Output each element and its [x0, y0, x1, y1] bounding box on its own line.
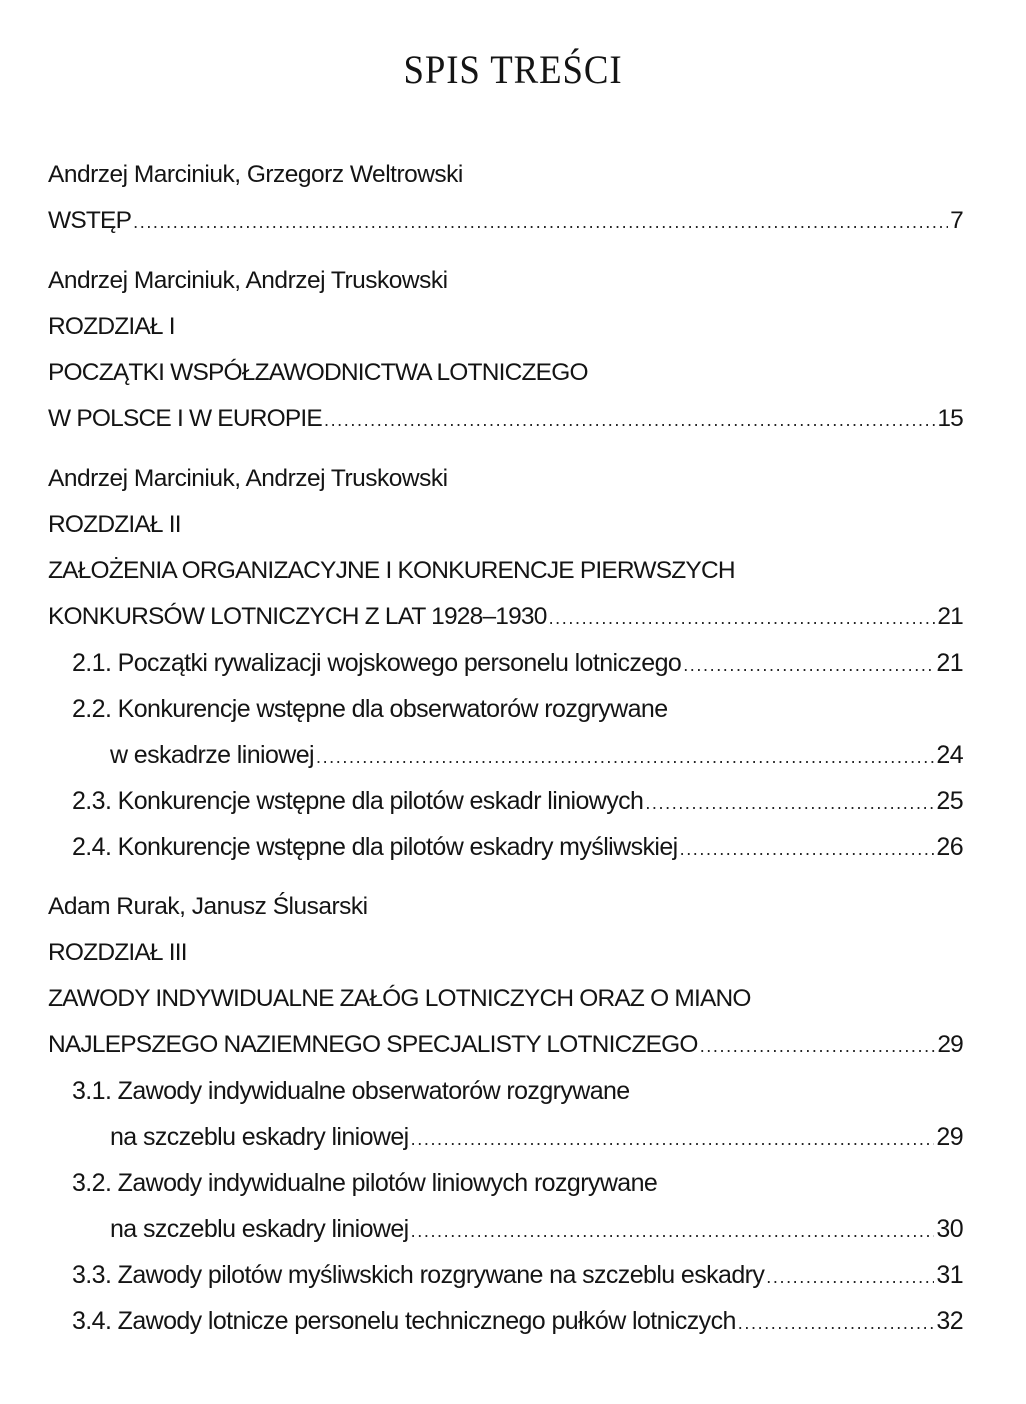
toc-subentry-title: 3.2. Zawody indywidualne pilotów liniowych rozgrywane: [72, 1169, 658, 1197]
toc-entry-chapter-1[interactable]: [48, 396, 963, 442]
toc-page-number: 31: [936, 1261, 963, 1289]
toc-subentry-title: 3.3. Zawody pilotów myśliwskich rozgrywane na szczeblu eskadry: [72, 1261, 765, 1289]
section-author: Andrzej Marciniuk, Grzegorz Weltrowski: [48, 161, 463, 188]
toc-page-number: 25: [936, 787, 963, 815]
dot-leader: [766, 1254, 934, 1300]
dot-leader: [700, 1023, 936, 1069]
toc-entry-wstep[interactable]: [48, 198, 963, 244]
dot-leader: [411, 1208, 935, 1254]
toc-subentry-title: 2.2. Konkurencje wstępne dla obserwatorów rozgrywane: [72, 695, 668, 723]
chapter-label: ROZDZIAŁ I: [48, 313, 175, 340]
toc-subentry-2-3[interactable]: [48, 778, 963, 824]
dot-leader: [324, 397, 935, 443]
toc-page-number: 29: [937, 1031, 963, 1058]
toc-subentry-title: 2.3. Konkurencje wstępne dla pilotów eskadr liniowych: [72, 787, 644, 815]
toc-subentry-title: 3.4. Zawody lotnicze personelu technicznego pułków lotniczych: [72, 1307, 736, 1335]
chapter-title-line: ZAWODY INDYWIDUALNE ZAŁÓG LOTNICZYCH ORAZ O MIANO: [48, 985, 751, 1012]
dot-leader: [133, 199, 948, 245]
dot-leader: [411, 1116, 935, 1162]
table-of-contents: [48, 152, 963, 1344]
dot-leader: [549, 595, 936, 641]
chapter-title-line: POCZĄTKI WSPÓŁZAWODNICTWA LOTNICZEGO: [48, 359, 588, 386]
toc-page-number: 15: [937, 405, 963, 432]
toc-page-number: 29: [936, 1123, 963, 1151]
toc-subentry-title: w eskadrze liniowej: [110, 741, 314, 769]
toc-entry-chapter-2[interactable]: [48, 594, 963, 640]
toc-page-number: 26: [936, 833, 963, 861]
toc-subentry-title: 2.1. Początki rywalizacji wojskowego personelu lotniczego: [72, 649, 682, 677]
toc-subentry-3-1[interactable]: [48, 1114, 963, 1160]
toc-page-number: 21: [936, 649, 963, 677]
chapter-label: ROZDZIAŁ III: [48, 939, 187, 966]
toc-subentry-title: 3.1. Zawody indywidualne obserwatorów rozgrywane: [72, 1077, 630, 1105]
toc-entry-chapter-3[interactable]: [48, 1022, 963, 1068]
toc-subentry-2-1[interactable]: [48, 640, 963, 686]
dot-leader: [683, 642, 934, 688]
toc-subentry-3-4[interactable]: [48, 1298, 963, 1344]
chapter-title-line: ZAŁOŻENIA ORGANIZACYJNE I KONKURENCJE PIERWSZYCH: [48, 557, 735, 584]
toc-subentry-title: na szczeblu eskadry liniowej: [110, 1215, 409, 1243]
toc-page-number: 30: [936, 1215, 963, 1243]
toc-page-number: 7: [950, 207, 963, 234]
toc-subentry-title: 2.4. Konkurencje wstępne dla pilotów eskadry myśliwskiej: [72, 833, 678, 861]
page-title: SPIS TREŚCI: [403, 47, 623, 92]
dot-leader: [738, 1300, 935, 1346]
toc-subentry-2-2[interactable]: [48, 732, 963, 778]
section-author: Andrzej Marciniuk, Andrzej Truskowski: [48, 465, 448, 492]
dot-leader: [645, 780, 934, 826]
dot-leader: [680, 826, 935, 872]
chapter-title-line: NAJLEPSZEGO NAZIEMNEGO SPECJALISTY LOTNICZEGO: [48, 1031, 698, 1058]
toc-subentry-3-2[interactable]: [48, 1206, 963, 1252]
toc-entry-title: WSTĘP: [48, 207, 132, 234]
toc-page-number: 24: [936, 741, 963, 769]
toc-page-number: 21: [937, 603, 963, 630]
toc-subentry-2-4[interactable]: [48, 824, 963, 870]
toc-page-number: 32: [936, 1307, 963, 1335]
chapter-title-line: W POLSCE I W EUROPIE: [48, 405, 322, 432]
toc-subentry-3-3[interactable]: [48, 1252, 963, 1298]
toc-subentry-title: na szczeblu eskadry liniowej: [110, 1123, 409, 1151]
dot-leader: [316, 734, 934, 780]
chapter-label: ROZDZIAŁ II: [48, 511, 181, 538]
chapter-title-line: KONKURSÓW LOTNICZYCH Z LAT 1928–1930: [48, 603, 547, 630]
section-author: Adam Rurak, Janusz Ślusarski: [48, 893, 368, 920]
section-author: Andrzej Marciniuk, Andrzej Truskowski: [48, 267, 448, 294]
